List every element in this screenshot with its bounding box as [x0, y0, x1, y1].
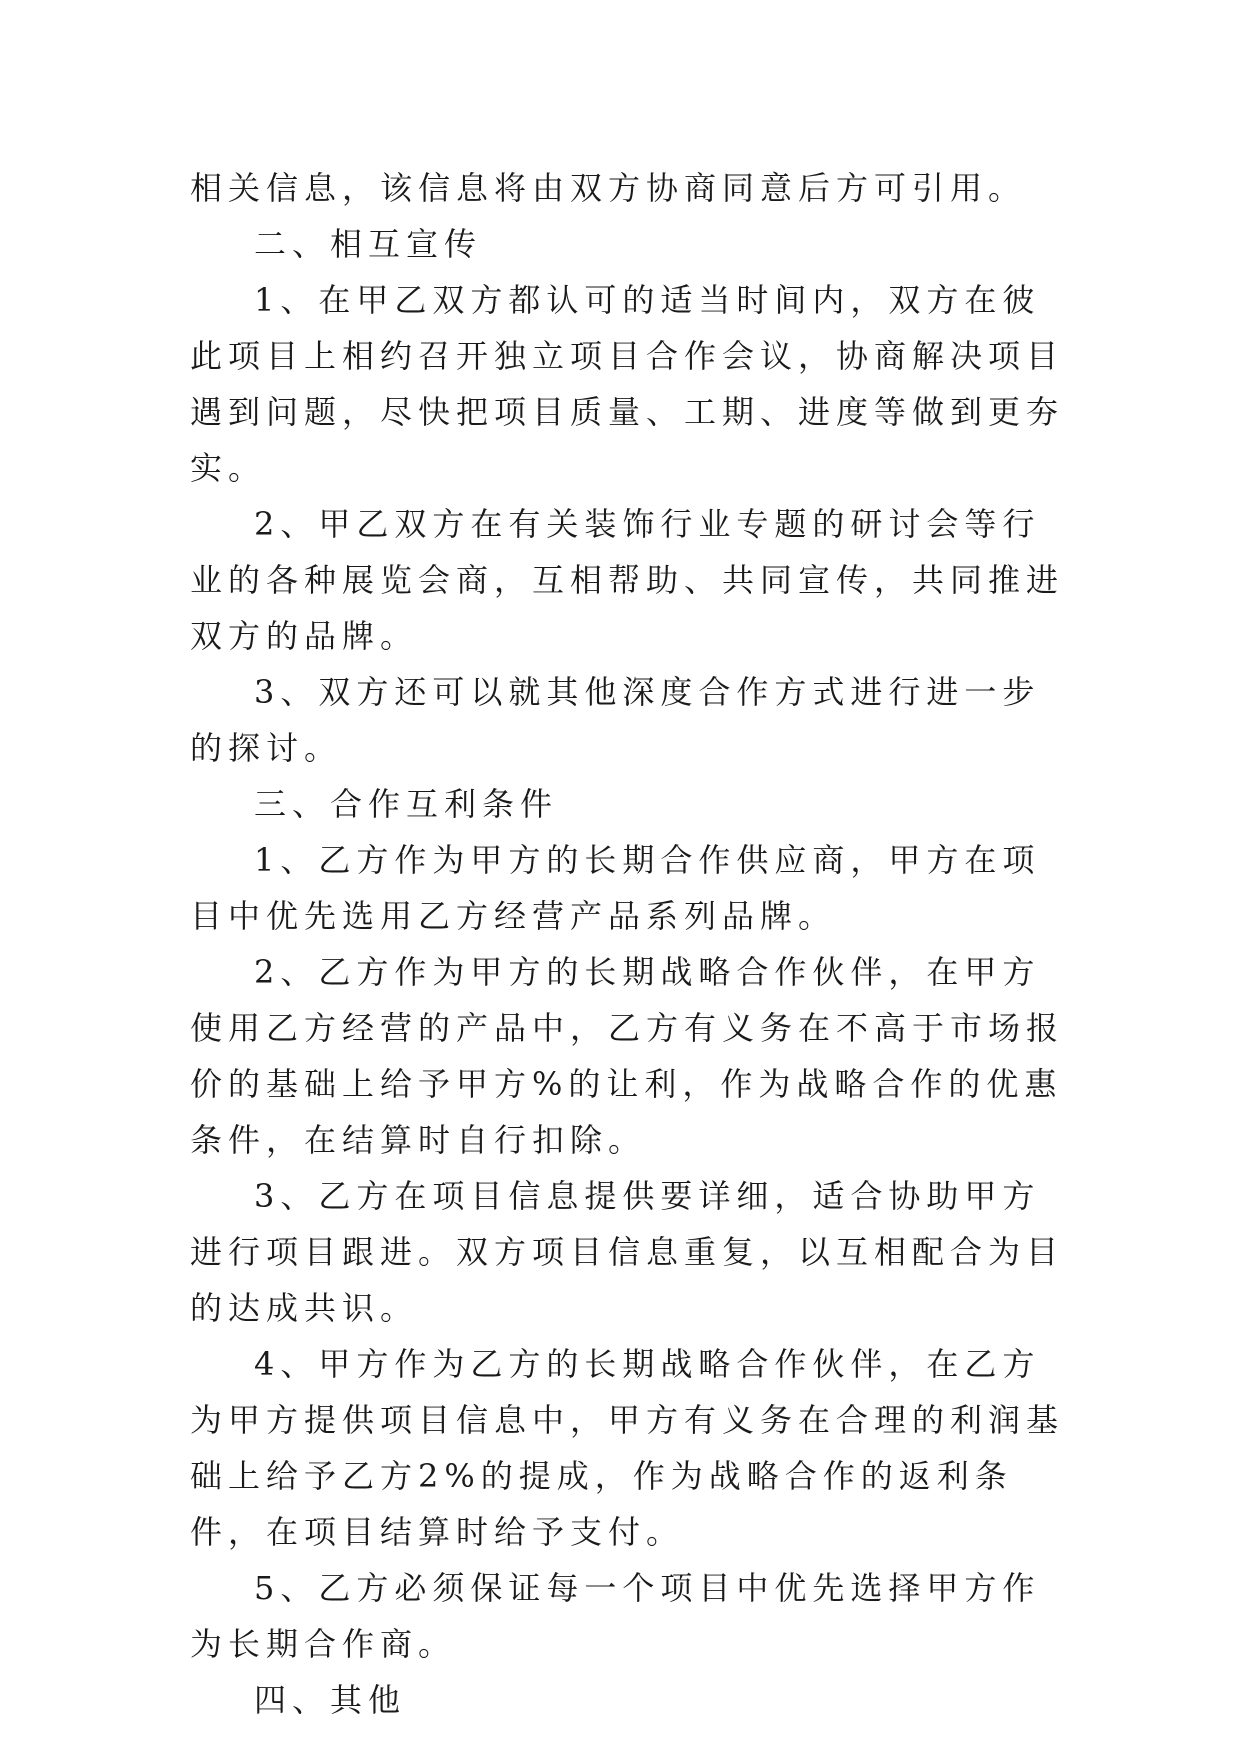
section-heading-mutual-benefit: 三、合作互利条件	[254, 785, 559, 823]
section-heading-mutual-promotion: 二、相互宣传	[254, 225, 483, 263]
section-heading-other: 四、其他	[254, 1681, 407, 1719]
paragraph-item: 4、甲方作为乙方的长期战略合作伙伴，在乙方为甲方提供项目信息中，甲方有义务在合理的利润基础上给予乙方2%的提成，作为战略合作的返利条件，在项目结算时给予支付。	[190, 1345, 1065, 1551]
document-body	[190, 160, 1070, 1728]
paragraph-item: 5、乙方必须保证每一个项目中优先选择甲方作为长期合作商。	[190, 1569, 1041, 1663]
paragraph-item: 3、乙方在项目信息提供要详细，适合协助甲方进行项目跟进。双方项目信息重复，以互相配合为目的达成共识。	[190, 1177, 1065, 1327]
paragraph-continuation: 相关信息，该信息将由双方协商同意后方可引用。	[190, 169, 1027, 207]
paragraph-item: 1、乙方作为甲方的长期合作供应商，甲方在项目中优先选用乙方经营产品系列品牌。	[190, 841, 1041, 935]
paragraph-item: 1、在甲乙双方都认可的适当时间内，双方在彼此项目上相约召开独立项目合作会议，协商解决项目遇到问题，尽快把项目质量、工期、进度等做到更夯实。	[190, 281, 1065, 487]
paragraph-item: 3、双方还可以就其他深度合作方式进行进一步的探讨。	[190, 673, 1041, 767]
paragraph-item: 2、甲乙双方在有关装饰行业专题的研讨会等行业的各种展览会商，互相帮助、共同宣传，共同推进双方的品牌。	[190, 505, 1065, 655]
paragraph-item: 2、乙方作为甲方的长期战略合作伙伴，在甲方使用乙方经营的产品中，乙方有义务在不高于市场报价的基础上给予甲方%的让利，作为战略合作的优惠条件，在结算时自行扣除。	[190, 953, 1065, 1159]
